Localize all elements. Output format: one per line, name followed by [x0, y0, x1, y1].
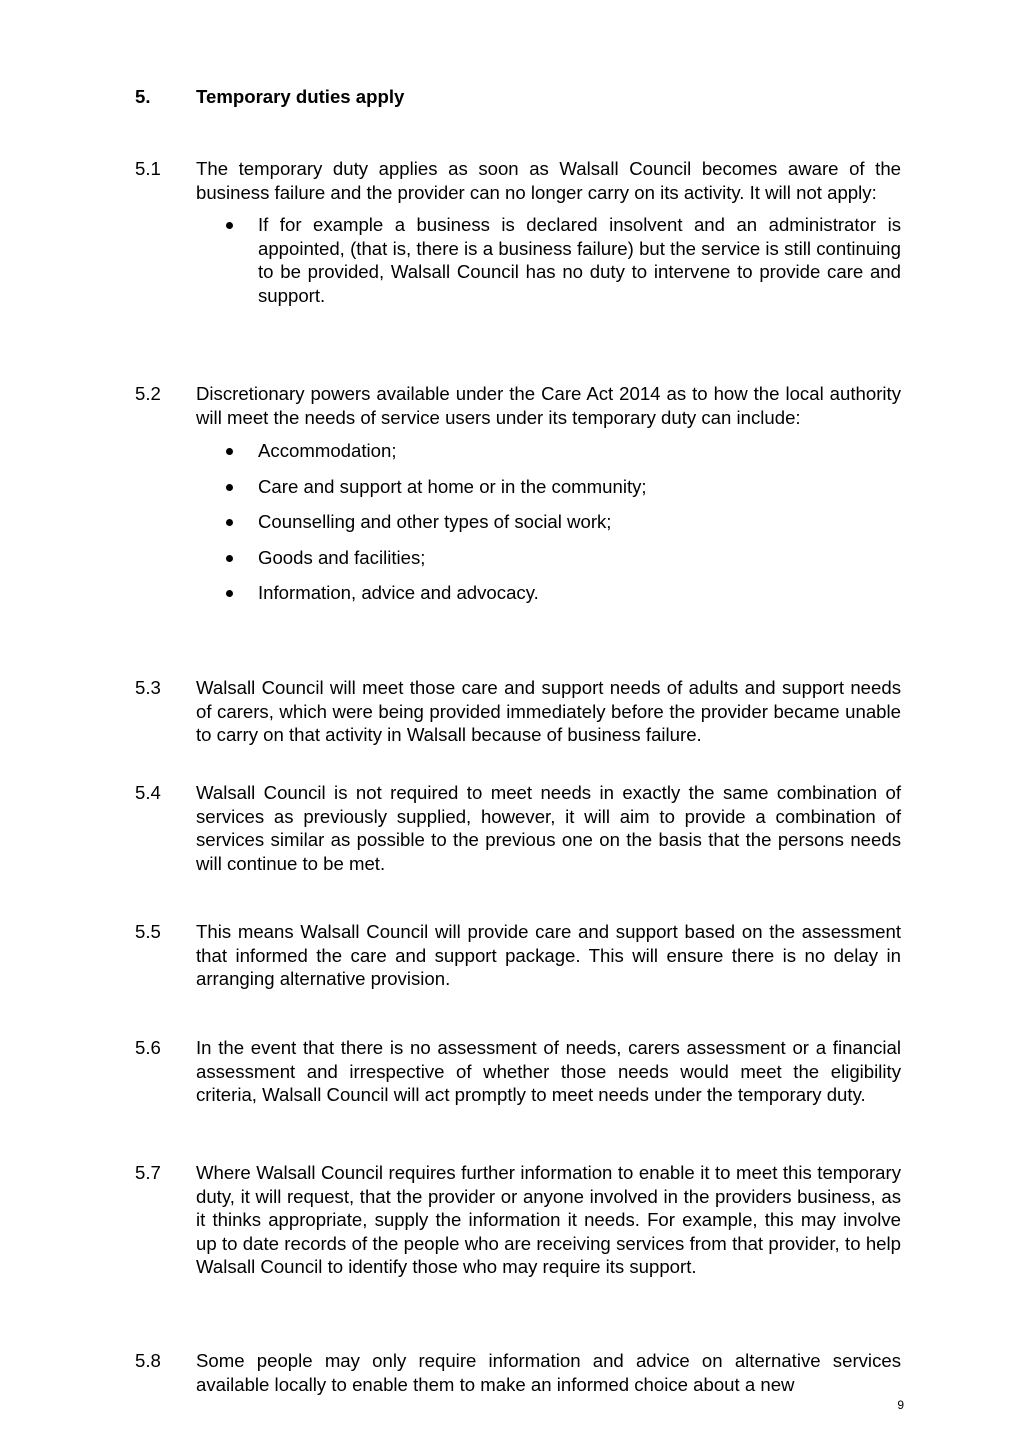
paragraph-text: This means Walsall Council will provide care and support based on the assessment that informed the care and support package. This will ensure there is no delay in arranging alternative provision.	[196, 921, 901, 989]
list-item-text: Information, advice and advocacy.	[258, 582, 539, 603]
list-item-text: Accommodation;	[258, 440, 397, 461]
bullet-icon	[226, 222, 233, 229]
list-item	[196, 510, 901, 534]
bullet-icon	[226, 590, 233, 597]
paragraph-number: 5.5	[135, 921, 161, 942]
section-number: 5.	[135, 86, 151, 107]
paragraph-5-2	[135, 382, 901, 617]
paragraph-5-6	[135, 1036, 901, 1107]
paragraph-number: 5.8	[135, 1350, 161, 1371]
list-item-text: Counselling and other types of social work;	[258, 511, 612, 532]
paragraph-text: In the event that there is no assessment of needs, carers assessment or a financial assessment and irrespective of whether those needs would meet the eligibility criteria, Walsall Council will act promptly to meet needs under the temporary duty.	[196, 1037, 901, 1105]
list-item-text: If for example a business is declared insolvent and an administrator is appointed, (that is, there is a business failure) but the service is still continuing to be provided, Walsall Council has no duty to intervene to provide care and support.	[258, 214, 901, 306]
bullet-icon	[226, 519, 233, 526]
bullet-icon	[226, 555, 233, 562]
paragraph-number: 5.4	[135, 782, 161, 803]
paragraph-5-7	[135, 1161, 901, 1279]
list-item	[196, 581, 901, 605]
paragraph-number: 5.6	[135, 1037, 161, 1058]
paragraph-text: Walsall Council will meet those care and support needs of adults and support needs of carers, which were being provided immediately before the provider became unable to carry on that activity in Walsall because of business failure.	[196, 677, 901, 745]
paragraph-text: Some people may only require information and advice on alternative services available locally to enable them to make an informed choice about a new	[196, 1350, 901, 1395]
list-item-text: Goods and facilities;	[258, 546, 426, 568]
paragraph-text: Where Walsall Council requires further information to enable it to meet this temporary duty, it will request, that the provider or anyone involved in the providers business, as it thinks appropriate, supply the information it needs. For example, this may involve up to date records of the people who are receiving services from that provider, to help Walsall Council to identify those who may require its support.	[196, 1162, 901, 1277]
paragraph-5-5	[135, 920, 901, 991]
paragraph-text: Walsall Council is not required to meet needs in exactly the same combination of services as previously supplied, however, it will aim to provide a combination of services similar as possible to the previous one on the basis that the persons needs will continue to be met.	[196, 782, 901, 874]
paragraph-number: 5.3	[135, 677, 161, 698]
list-item	[196, 439, 901, 463]
list-item	[196, 546, 901, 570]
paragraph-number: 5.7	[135, 1162, 161, 1183]
list-item-text: Care and support at home or in the community;	[258, 475, 647, 497]
paragraph-text: Discretionary powers available under the Care Act 2014 as to how the local authority will meet the needs of service users under its temporary duty can include:	[196, 383, 901, 428]
section-title: Temporary duties apply	[196, 86, 405, 107]
paragraph-number: 5.2	[135, 383, 161, 404]
list-item	[196, 475, 901, 499]
bullet-icon	[226, 484, 233, 491]
paragraph-5-3	[135, 676, 901, 747]
paragraph-5-1	[135, 157, 901, 307]
bullet-list	[196, 213, 901, 307]
bullet-icon	[226, 448, 233, 455]
paragraph-5-4	[135, 781, 901, 875]
paragraph-number: 5.1	[135, 158, 161, 179]
paragraph-5-8	[135, 1349, 901, 1396]
bullet-list	[196, 439, 901, 605]
paragraph-text: The temporary duty applies as soon as Walsall Council becomes aware of the business failure and the provider can no longer carry on its activity. It will not apply:	[196, 158, 901, 203]
list-item	[196, 213, 901, 307]
page-number: 9	[897, 1398, 904, 1412]
